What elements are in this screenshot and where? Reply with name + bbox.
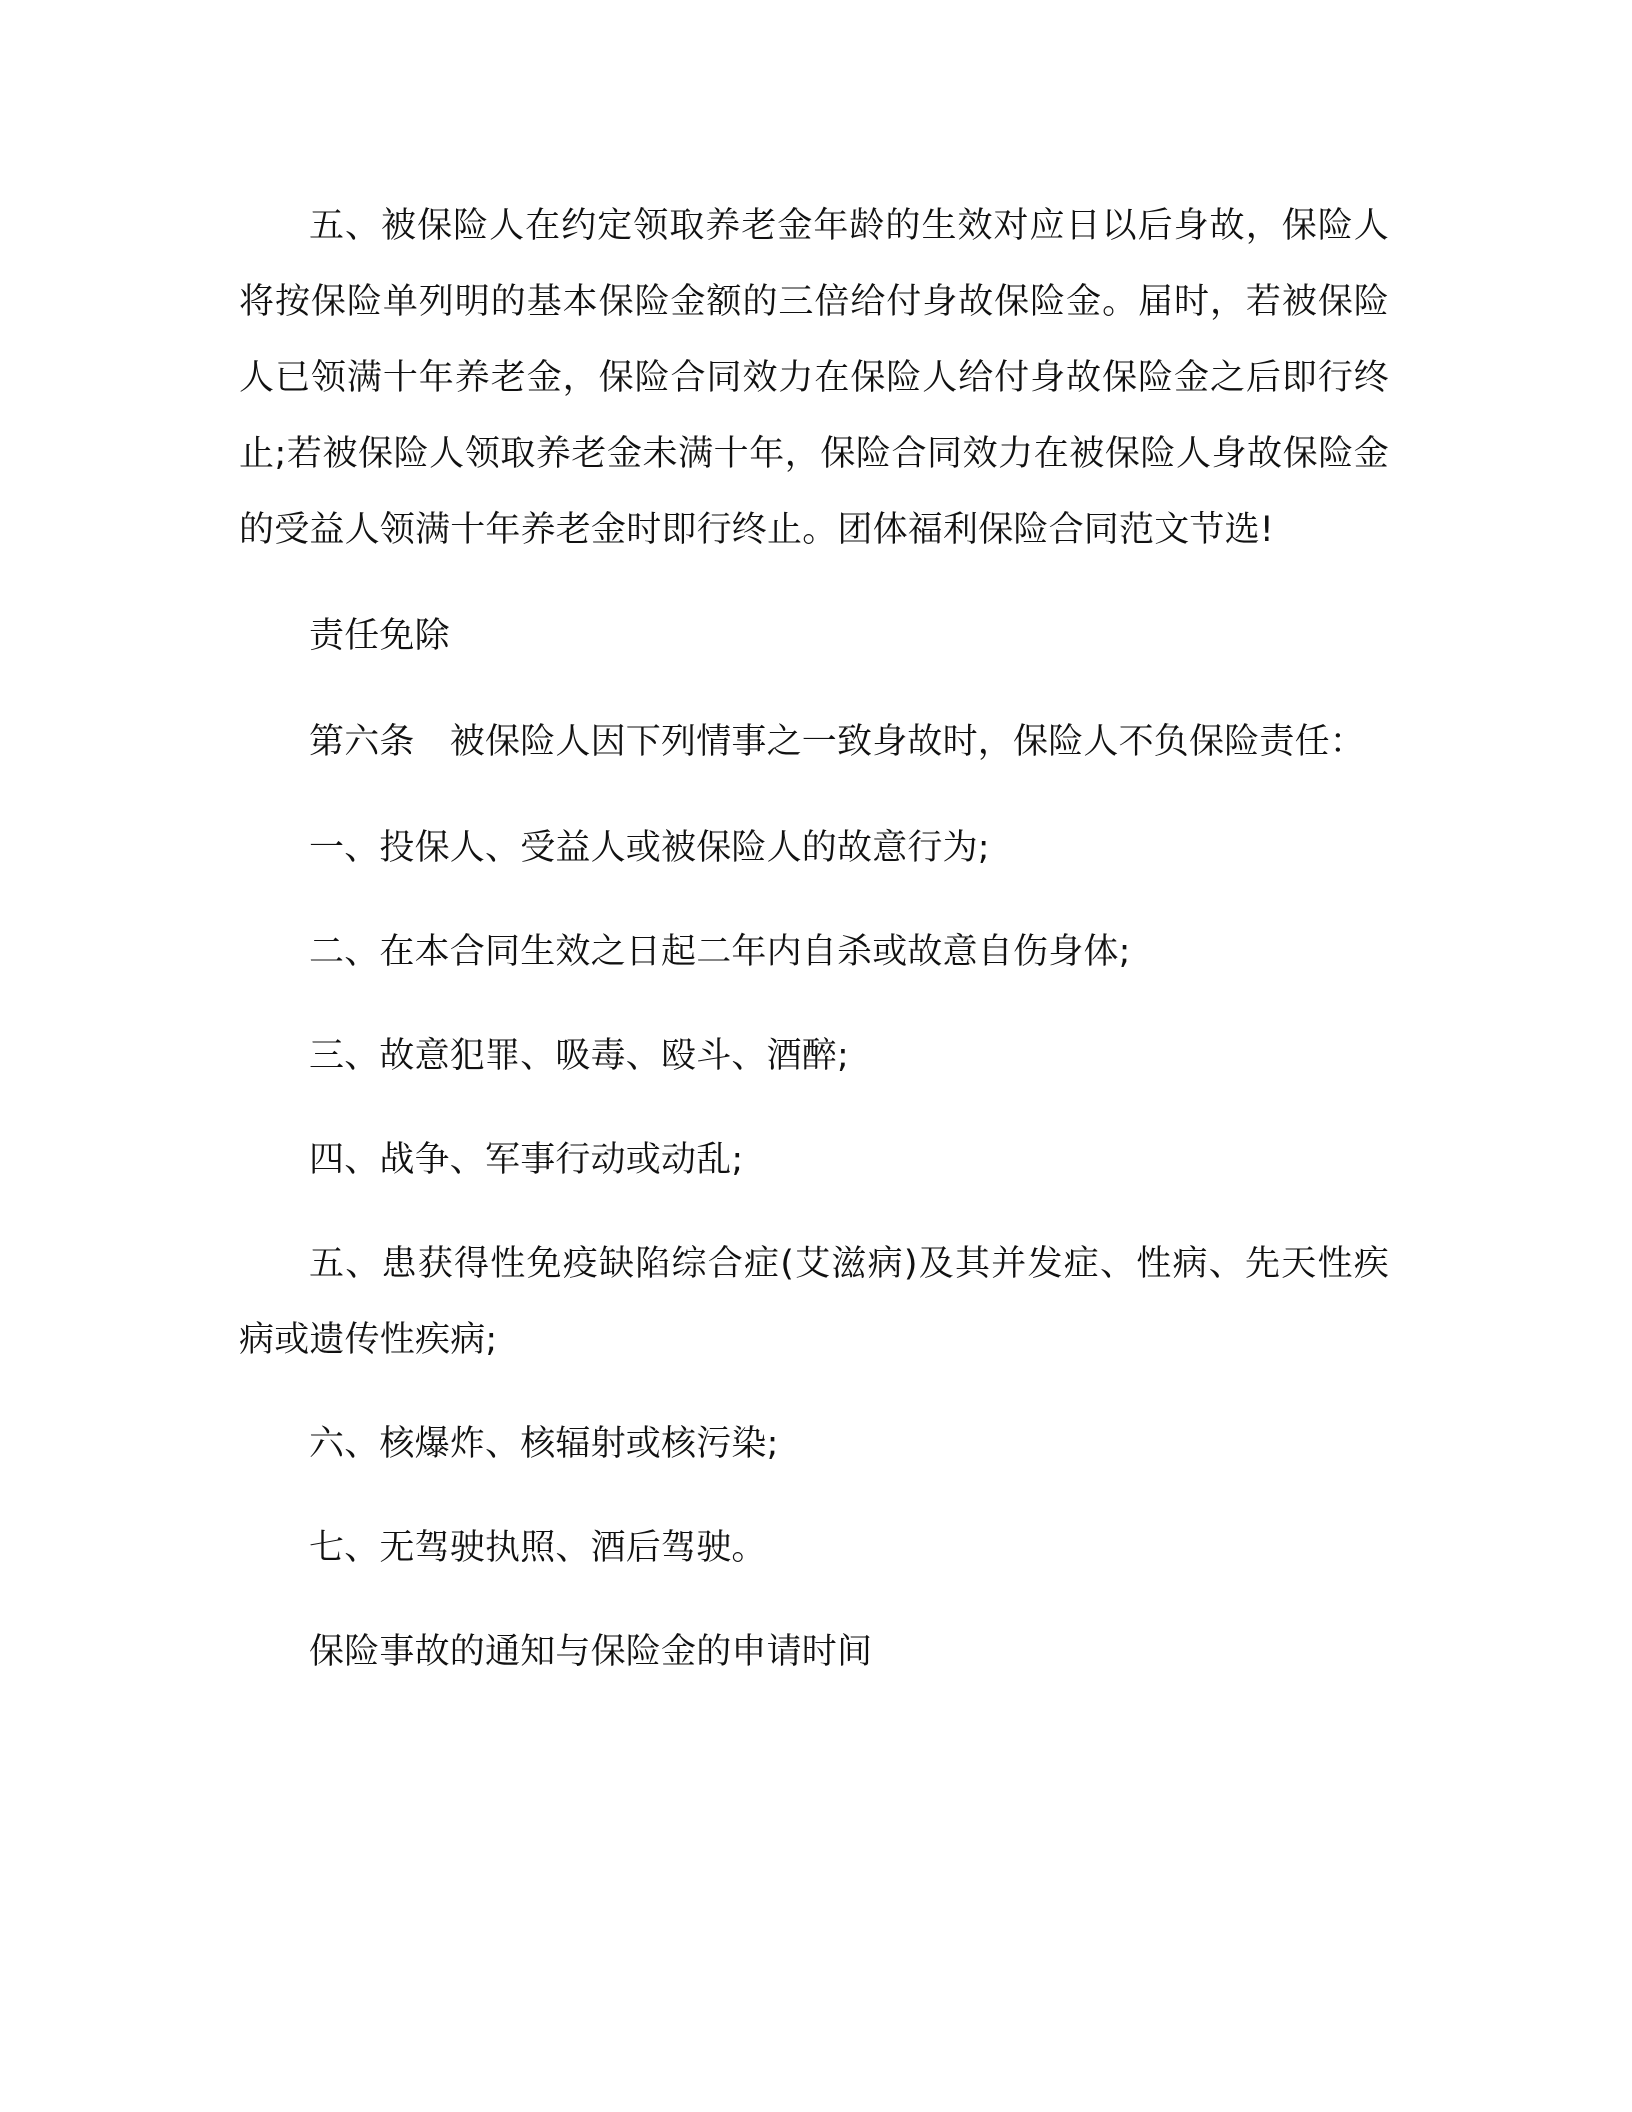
list-item-exclusion-6: 六、核爆炸、核辐射或核污染; (309, 1424, 779, 1464)
section-heading-exclusions: 责任免除 (309, 616, 450, 656)
paragraph-clause-five-death-benefit: 五、被保险人在约定领取养老金年龄的生效对应日以后身故，保险人将按保险单列明的基本保险金额的三倍给付身故保险金。届时，若被保险人已领满十年养老金，保险合同效力在保险人给付身故保险金之后即行终止;若被保险人领取养老金未满十年，保险合同效力在被保险人身故保险金的受益人领满十年养老金时即行终止。团体福利保险合同范文节选! (239, 206, 1389, 550)
list-item-exclusion-1: 一、投保人、受益人或被保险人的故意行为; (309, 828, 990, 868)
section-heading-claim-notice: 保险事故的通知与保险金的申请时间 (309, 1632, 873, 1672)
list-item-exclusion-5: 五、患获得性免疫缺陷综合症(艾滋病)及其并发症、性病、先天性疾病或遗传性疾病; (239, 1244, 1389, 1360)
list-item-exclusion-2: 二、在本合同生效之日起二年内自杀或故意自伤身体; (309, 932, 1131, 972)
paragraph-article-six: 第六条 被保险人因下列情事之一致身故时，保险人不负保险责任： (309, 722, 1366, 762)
document-body (239, 188, 1389, 1690)
list-item-exclusion-3: 三、故意犯罪、吸毒、殴斗、酒醉; (309, 1036, 849, 1076)
list-item-exclusion-7: 七、无驾驶执照、酒后驾驶。 (309, 1528, 767, 1568)
list-item-exclusion-4: 四、战争、军事行动或动乱; (309, 1140, 744, 1180)
